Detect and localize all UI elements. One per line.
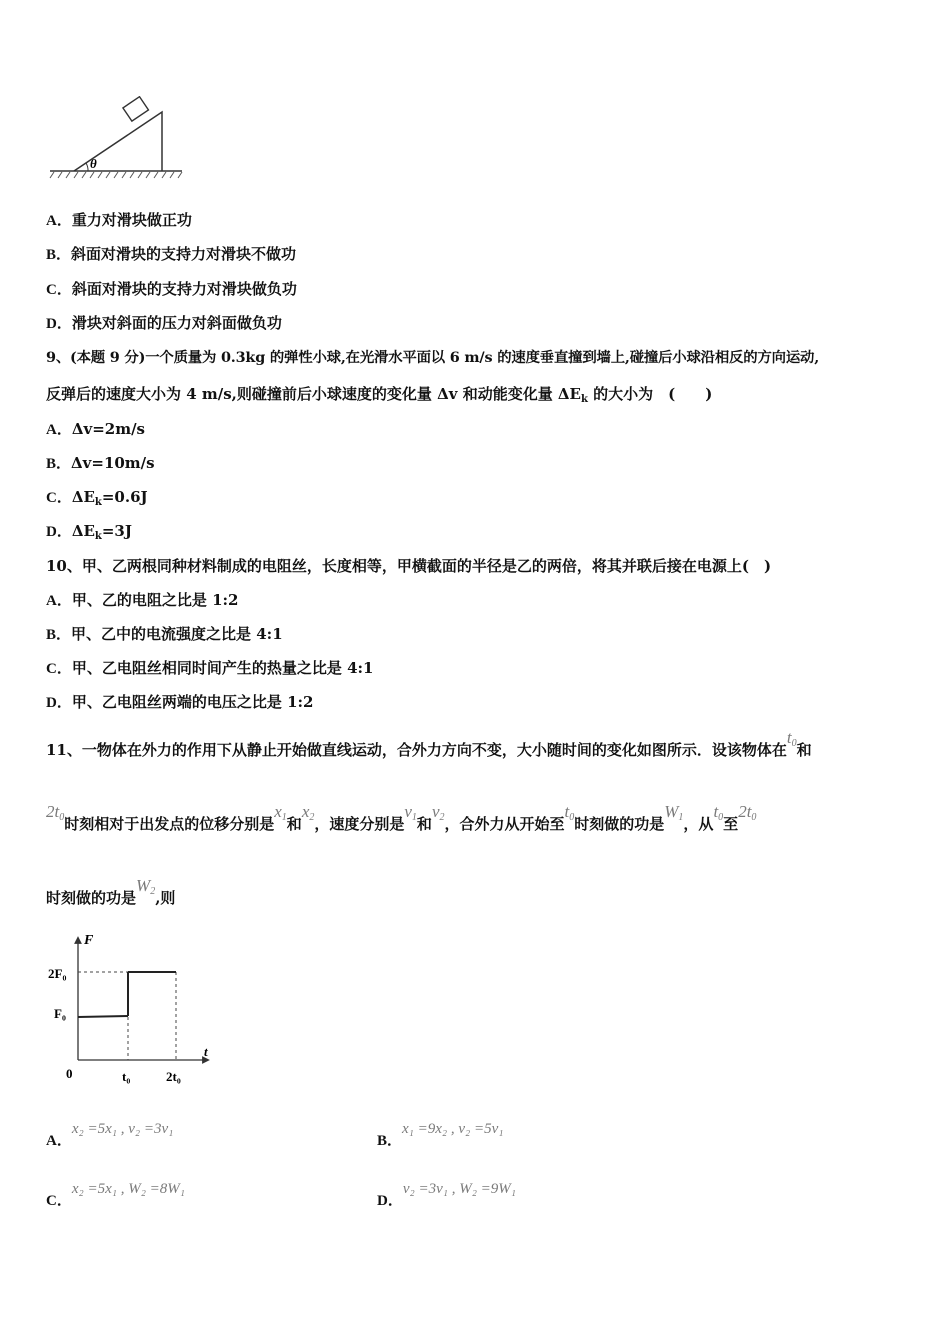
q10-stem: 10、甲、乙两根同种材料制成的电阻丝，长度相等，甲横截面的半径是乙的两倍，将其并联后接在电源上( ) <box>46 557 772 575</box>
force-time-graph <box>46 928 216 1088</box>
q9-stem-text-end: 的大小为 ( ) <box>587 385 713 403</box>
option-text: 甲、乙电阻丝相同时间产生的热量之比是 4:1 <box>71 659 374 677</box>
math-inline: $t_0$ <box>564 802 575 823</box>
option-text: 重力对滑块做正功 <box>71 211 192 229</box>
q11-stem-line2 <box>46 802 757 840</box>
option-formula: x₂ =5x₁ , W₂ =8W₁ <box>71 1181 186 1197</box>
x-axis-label: t <box>204 1044 208 1059</box>
option-letter: A． <box>46 213 72 229</box>
option-letter: B． <box>46 247 72 263</box>
q11-stem-line1 <box>46 728 812 766</box>
option-letter: D． <box>46 316 72 332</box>
q9-option-c[interactable] <box>46 487 148 513</box>
q9-stem-line1: 9、(本题 9 分)一个质量为 0.3kg 的弹性小球,在光滑水平面以 6 m/s 的速度垂直撞到墙上,碰撞后小球沿相反的方向运动, <box>46 349 820 366</box>
q11-stem-text: 和 <box>416 815 432 833</box>
math-inline: $x_2$ <box>301 802 315 823</box>
q11-stem-text: 至 <box>723 815 739 833</box>
q11-option-d[interactable] <box>377 1181 517 1211</box>
subscript: k <box>94 497 102 508</box>
subscript: k <box>581 394 588 405</box>
option-letter: B． <box>377 1133 403 1149</box>
math-inline: $W_2$ <box>136 876 156 897</box>
q11-stem-text-end: 和 <box>796 741 812 759</box>
q9-stem-line2 <box>46 384 712 410</box>
q11-stem-text: 时刻做的功是 <box>574 815 665 833</box>
option-text: 斜面对滑块的支持力对滑块不做功 <box>71 245 297 263</box>
q10-option-c[interactable] <box>46 658 373 679</box>
subscript: k <box>94 531 102 542</box>
q10-option-a[interactable] <box>46 590 238 611</box>
sliding-block <box>123 97 149 121</box>
q11-option-b[interactable] <box>377 1121 504 1151</box>
option-letter: B． <box>46 456 72 472</box>
option-text: Δv=2m/s <box>71 420 145 438</box>
math-inline: $W_1$ <box>664 802 684 823</box>
math-inline: $v_1$ <box>404 802 417 823</box>
q8-option-c[interactable] <box>46 279 297 300</box>
q9-stem-text: 反弹后的速度大小为 4 m/s,则碰撞前后小球速度的变化量 Δv 和动能变化量 ΔE <box>46 385 581 403</box>
incline-triangle <box>74 112 162 171</box>
math-inline: $t_0$ <box>713 802 724 823</box>
math-inline: $t_0$ <box>786 728 797 749</box>
option-text: 斜面对滑块的支持力对滑块做负功 <box>71 280 297 298</box>
option-text: 甲、乙电阻丝两端的电压之比是 1:2 <box>71 693 314 711</box>
q9-option-b[interactable] <box>46 453 155 474</box>
q11-stem-text: 11、一物体在外力的作用下从静止开始做直线运动，合外力方向不变，大小随时间的变化如图所示．设该物体在 <box>46 741 787 759</box>
option-letter: D． <box>46 695 72 711</box>
q8-option-d[interactable] <box>46 313 282 334</box>
option-letter: C． <box>46 661 72 677</box>
incline-figure <box>46 96 186 182</box>
option-letter: D． <box>46 524 72 540</box>
q11-option-a[interactable] <box>46 1121 174 1151</box>
math-inline: $2t_0$ <box>46 802 65 823</box>
math-inline: $x_1$ <box>274 802 287 823</box>
math-inline: $v_2$ <box>431 802 445 823</box>
option-text: ΔE <box>71 522 95 540</box>
option-letter: C． <box>46 282 72 298</box>
y-axis-label: F <box>84 933 94 948</box>
q11-stem-text: ，速度分别是 <box>314 815 405 833</box>
q11-stem-text: 时刻相对于出发点的位移分别是 <box>64 815 275 833</box>
q11-stem-line3 <box>46 876 176 914</box>
q11-stem-text: 和 <box>286 815 302 833</box>
q8-option-b[interactable] <box>46 244 296 265</box>
q8-option-a[interactable] <box>46 210 192 231</box>
option-text: 甲、乙中的电流强度之比是 4:1 <box>71 625 283 643</box>
option-formula: v₂ =3v₁ , W₂ =9W₁ <box>402 1181 517 1197</box>
x-tick-t0: t₀ <box>122 1069 131 1084</box>
option-formula: x₂ =5x₁ , v₂ =3v₁ <box>71 1121 174 1137</box>
option-text: Δv=10m/s <box>71 454 155 472</box>
option-formula: x₁ =9x₂ , v₂ =5v₁ <box>402 1121 504 1137</box>
option-text-end: =3J <box>101 522 132 540</box>
y-tick-f0: F₀ <box>54 1006 66 1021</box>
option-letter: A． <box>46 1133 72 1149</box>
option-text: 甲、乙的电阻之比是 1:2 <box>71 591 239 609</box>
math-inline: $2t_0$ <box>738 802 757 823</box>
option-letter: D． <box>377 1193 403 1209</box>
option-letter: B． <box>46 627 72 643</box>
option-letter: C． <box>46 1193 72 1209</box>
option-text: ΔE <box>71 488 95 506</box>
q11-option-c[interactable] <box>46 1181 186 1211</box>
q11-stem-text: ，从 <box>683 815 714 833</box>
q9-option-d[interactable] <box>46 521 132 547</box>
option-letter: A． <box>46 422 72 438</box>
y-tick-2f0: 2F₀ <box>48 966 67 981</box>
x-tick-2t0: 2t₀ <box>166 1069 181 1084</box>
option-letter: A． <box>46 593 72 609</box>
option-letter: C． <box>46 490 72 506</box>
q11-stem-text-end: ,则 <box>155 889 176 907</box>
force-segment-f0 <box>78 1016 128 1017</box>
option-text-end: =0.6J <box>101 488 148 506</box>
q9-option-a[interactable] <box>46 419 145 440</box>
q11-stem-text: 时刻做的功是 <box>46 889 137 907</box>
angle-label: θ <box>90 156 97 171</box>
origin-label: 0 <box>66 1066 73 1081</box>
ground-hatching <box>50 172 182 178</box>
angle-arc <box>86 163 88 171</box>
q10-option-d[interactable] <box>46 692 313 713</box>
q10-option-b[interactable] <box>46 624 283 645</box>
option-text: 滑块对斜面的压力对斜面做负功 <box>71 314 282 332</box>
q11-stem-text: ，合外力从开始至 <box>444 815 565 833</box>
